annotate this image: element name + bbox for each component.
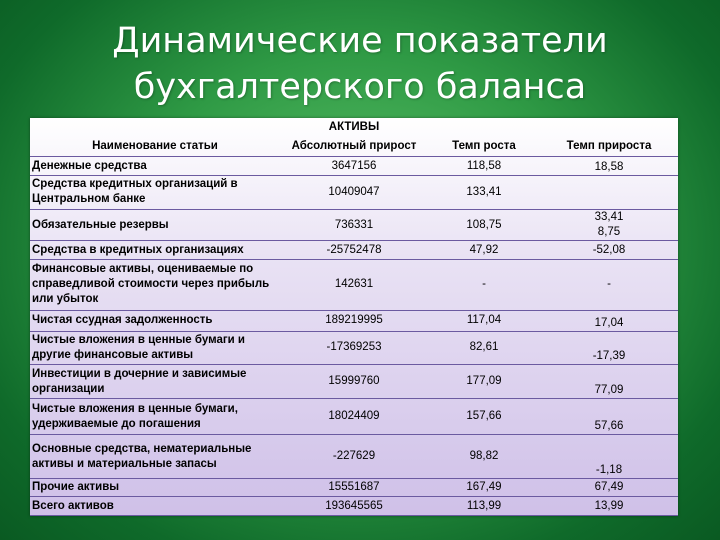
row-growth: 113,99 bbox=[428, 497, 540, 516]
table-row bbox=[30, 241, 678, 259]
table-row-total bbox=[30, 497, 678, 516]
balance-dynamics-table bbox=[30, 118, 678, 516]
table-row bbox=[30, 365, 678, 399]
row-increase: 18,58 bbox=[540, 157, 678, 175]
table-row bbox=[30, 434, 678, 478]
title-line-2: бухгалтерского баланса bbox=[133, 67, 587, 107]
group-header-assets: АКТИВЫ bbox=[328, 120, 380, 133]
row-increase: 57,66 bbox=[540, 399, 678, 435]
row-name: Обязательные резервы bbox=[30, 209, 280, 241]
row-increase bbox=[540, 175, 678, 209]
row-growth: 177,09 bbox=[428, 365, 540, 399]
row-growth: 157,66 bbox=[428, 399, 540, 435]
row-name: Средства в кредитных организациях bbox=[30, 241, 280, 259]
row-absolute: 189219995 bbox=[280, 311, 428, 331]
table-row bbox=[30, 399, 678, 435]
column-header-absolute: Абсолютный прирост bbox=[280, 136, 428, 156]
row-name: Средства кредитных организаций в Центральном банке bbox=[30, 175, 280, 209]
table-row bbox=[30, 479, 678, 497]
balance-table-container bbox=[30, 118, 678, 516]
table-row bbox=[30, 259, 678, 310]
row-absolute: 10409047 bbox=[280, 175, 428, 209]
column-header-name: Наименование статьи bbox=[30, 136, 280, 156]
row-increase: 33,41 8,75 bbox=[540, 209, 678, 241]
row-increase: 67,49 bbox=[540, 479, 678, 497]
row-name: Чистые вложения в ценные бумаги, удерживаемые до погашения bbox=[30, 399, 280, 435]
row-absolute: 193645565 bbox=[280, 497, 428, 516]
table-row bbox=[30, 331, 678, 365]
row-absolute: 736331 bbox=[280, 209, 428, 241]
row-increase: 77,09 bbox=[540, 365, 678, 399]
row-growth: - bbox=[428, 259, 540, 310]
row-name: Основные средства, нематериальные активы и материальные запасы bbox=[30, 434, 280, 478]
row-increase: 13,99 bbox=[540, 497, 678, 516]
title-line-1: Динамические показатели bbox=[112, 21, 608, 61]
row-name: Чистые вложения в ценные бумаги и другие финансовые активы bbox=[30, 331, 280, 365]
row-absolute: -227629 bbox=[280, 434, 428, 478]
row-name: Чистая ссудная задолженность bbox=[30, 311, 280, 331]
row-absolute: 15551687 bbox=[280, 479, 428, 497]
column-header-increase: Темп прироста bbox=[540, 136, 678, 156]
row-absolute: -25752478 bbox=[280, 241, 428, 259]
table-row bbox=[30, 175, 678, 209]
row-absolute: -17369253 bbox=[280, 331, 428, 365]
row-absolute: 142631 bbox=[280, 259, 428, 310]
row-absolute: 18024409 bbox=[280, 399, 428, 435]
row-name: Прочие активы bbox=[30, 479, 280, 497]
row-growth: 117,04 bbox=[428, 311, 540, 331]
row-growth: 118,58 bbox=[428, 157, 540, 175]
table-row bbox=[30, 157, 678, 175]
row-increase: -1,18 bbox=[540, 434, 678, 478]
row-increase: 17,04 bbox=[540, 311, 678, 331]
row-growth: 82,61 bbox=[428, 331, 540, 365]
row-increase: - bbox=[540, 259, 678, 310]
row-growth: 108,75 bbox=[428, 209, 540, 241]
row-name: Всего активов bbox=[30, 497, 280, 516]
row-absolute: 15999760 bbox=[280, 365, 428, 399]
row-growth: 167,49 bbox=[428, 479, 540, 497]
row-growth: 98,82 bbox=[428, 434, 540, 478]
slide-title bbox=[0, 18, 720, 110]
row-increase: -52,08 bbox=[540, 241, 678, 259]
row-name: Финансовые активы, оцениваемые по справедливой стоимости через прибыль или убыток bbox=[30, 259, 280, 310]
column-header-growth: Темп роста bbox=[428, 136, 540, 156]
row-increase: -17,39 bbox=[540, 331, 678, 365]
row-growth: 133,41 bbox=[428, 175, 540, 209]
table-row bbox=[30, 209, 678, 241]
table-header-row bbox=[30, 136, 678, 156]
row-absolute: 3647156 bbox=[280, 157, 428, 175]
row-growth: 47,92 bbox=[428, 241, 540, 259]
row-name: Денежные средства bbox=[30, 157, 280, 175]
table-group-header-row bbox=[30, 118, 678, 136]
table-row bbox=[30, 311, 678, 331]
row-name: Инвестиции в дочерние и зависимые организации bbox=[30, 365, 280, 399]
